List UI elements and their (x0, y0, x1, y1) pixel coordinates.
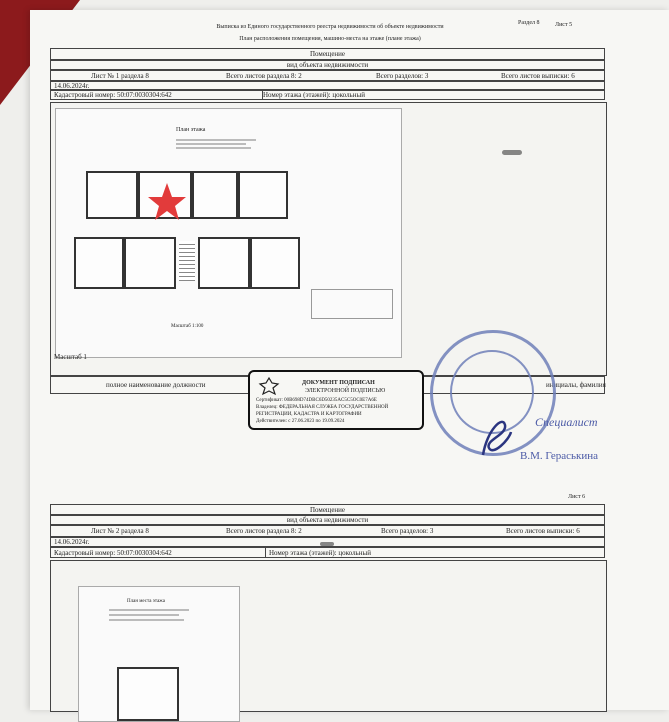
object-kind-row (50, 60, 605, 70)
page2-object-type: Помещение (309, 505, 346, 514)
cadastral-row (50, 90, 605, 100)
signature-owner: Владелец: ФЕДЕРАЛЬНАЯ СЛУЖБА ГОСУДАРСТВЕННОЙ (256, 405, 389, 410)
page2-extract-sheets: Всего листов выписки: 6 (506, 527, 580, 535)
position-label: полное наименование должности (106, 381, 206, 389)
room (192, 171, 238, 219)
object-type-row (50, 48, 605, 60)
signature-owner-2: РЕГИСТРАЦИИ, КАДАСТРА И КАРТОГРАФИИ (256, 412, 362, 417)
date-row (50, 81, 605, 90)
page2-sheet-number: Лист № 2 раздела 8 (91, 527, 149, 535)
page2-floor-number: Номер этажа (этажей): цокольный (269, 548, 371, 557)
floor-number: Номер этажа (этажей): цокольный (263, 91, 365, 99)
section-label: Раздел 8 (518, 20, 540, 26)
emblem-icon (258, 376, 280, 396)
document-sheet (30, 10, 669, 710)
plan-legend (311, 289, 393, 319)
handwritten-signature (475, 410, 515, 460)
signature-valid: Действителен: с 27.06.2023 по 19.09.2024 (256, 419, 345, 424)
page2-sheet-info-row (50, 525, 605, 537)
star-marker-icon (146, 181, 188, 223)
sheet-label: Лист 5 (555, 22, 573, 28)
page2-plan-title: План места этажа (127, 599, 165, 604)
room (198, 237, 250, 289)
plan-scale-note: Масштаб 1:100 (171, 324, 204, 329)
page2-sheets-total: Всего листов раздела 8: 2 (226, 527, 302, 535)
signature-certificate: Сертификат: 00B698D74DBC6D50235AC5C5OC0E7A6E (256, 398, 377, 403)
page2-room (117, 667, 179, 721)
document-subtitle: План расположения помещения, машино-места на этаже (плане этажа) (239, 36, 421, 42)
page2-floor-plan-image (78, 586, 240, 722)
page2-object-kind-row (50, 515, 605, 525)
signature-subtitle: ЭЛЕКТРОННОЙ ПОДПИСЬЮ (305, 388, 386, 394)
page2-object-kind: вид объекта недвижимости (286, 516, 369, 524)
room (124, 237, 176, 289)
page2-object-type-row (50, 504, 605, 515)
room (238, 171, 288, 219)
sheets-total: Всего листов раздела 8: 2 (226, 71, 302, 80)
object-type: Помещение (309, 50, 346, 58)
stairs (179, 241, 195, 281)
room (74, 237, 124, 289)
scale-label: Масштаб 1 (54, 353, 87, 361)
floor-plan-image (55, 108, 402, 358)
page2-cadastral-row (50, 547, 605, 558)
sheet-number: Лист № 1 раздела 8 (91, 71, 149, 80)
signature-title: ДОКУМЕНТ ПОДПИСАН (302, 380, 375, 386)
room (86, 171, 138, 219)
page2-cadastral-number: Кадастровый номер: 50:07:0030304:642 (54, 548, 172, 557)
sheet-info-row (50, 70, 605, 81)
page2-extract-date: 14.06.2024г. (54, 538, 90, 546)
room (250, 237, 300, 289)
stamp-role: Специалист (535, 415, 598, 429)
cadastral-number: Кадастровый номер: 50:07:0030304:642 (54, 91, 172, 99)
document-title: Выписка из Единого государственного реестра недвижимости об объекте недвижимости (216, 24, 444, 30)
stamp-name: В.М. Гераськина (520, 450, 599, 462)
electronic-signature-stamp (248, 370, 424, 430)
object-kind: вид объекта недвижимости (286, 61, 369, 69)
plan-title: План этажа (176, 127, 206, 133)
sections-total: Всего разделов: 3 (376, 71, 429, 80)
page2-sections-total: Всего разделов: 3 (381, 527, 434, 535)
extract-date: 14.06.2024г. (54, 81, 90, 90)
extract-sheets: Всего листов выписки: 6 (501, 71, 575, 80)
page2-sheet-label: Лист 6 (568, 494, 586, 500)
initials-label: инициалы, фамилия (546, 381, 606, 389)
